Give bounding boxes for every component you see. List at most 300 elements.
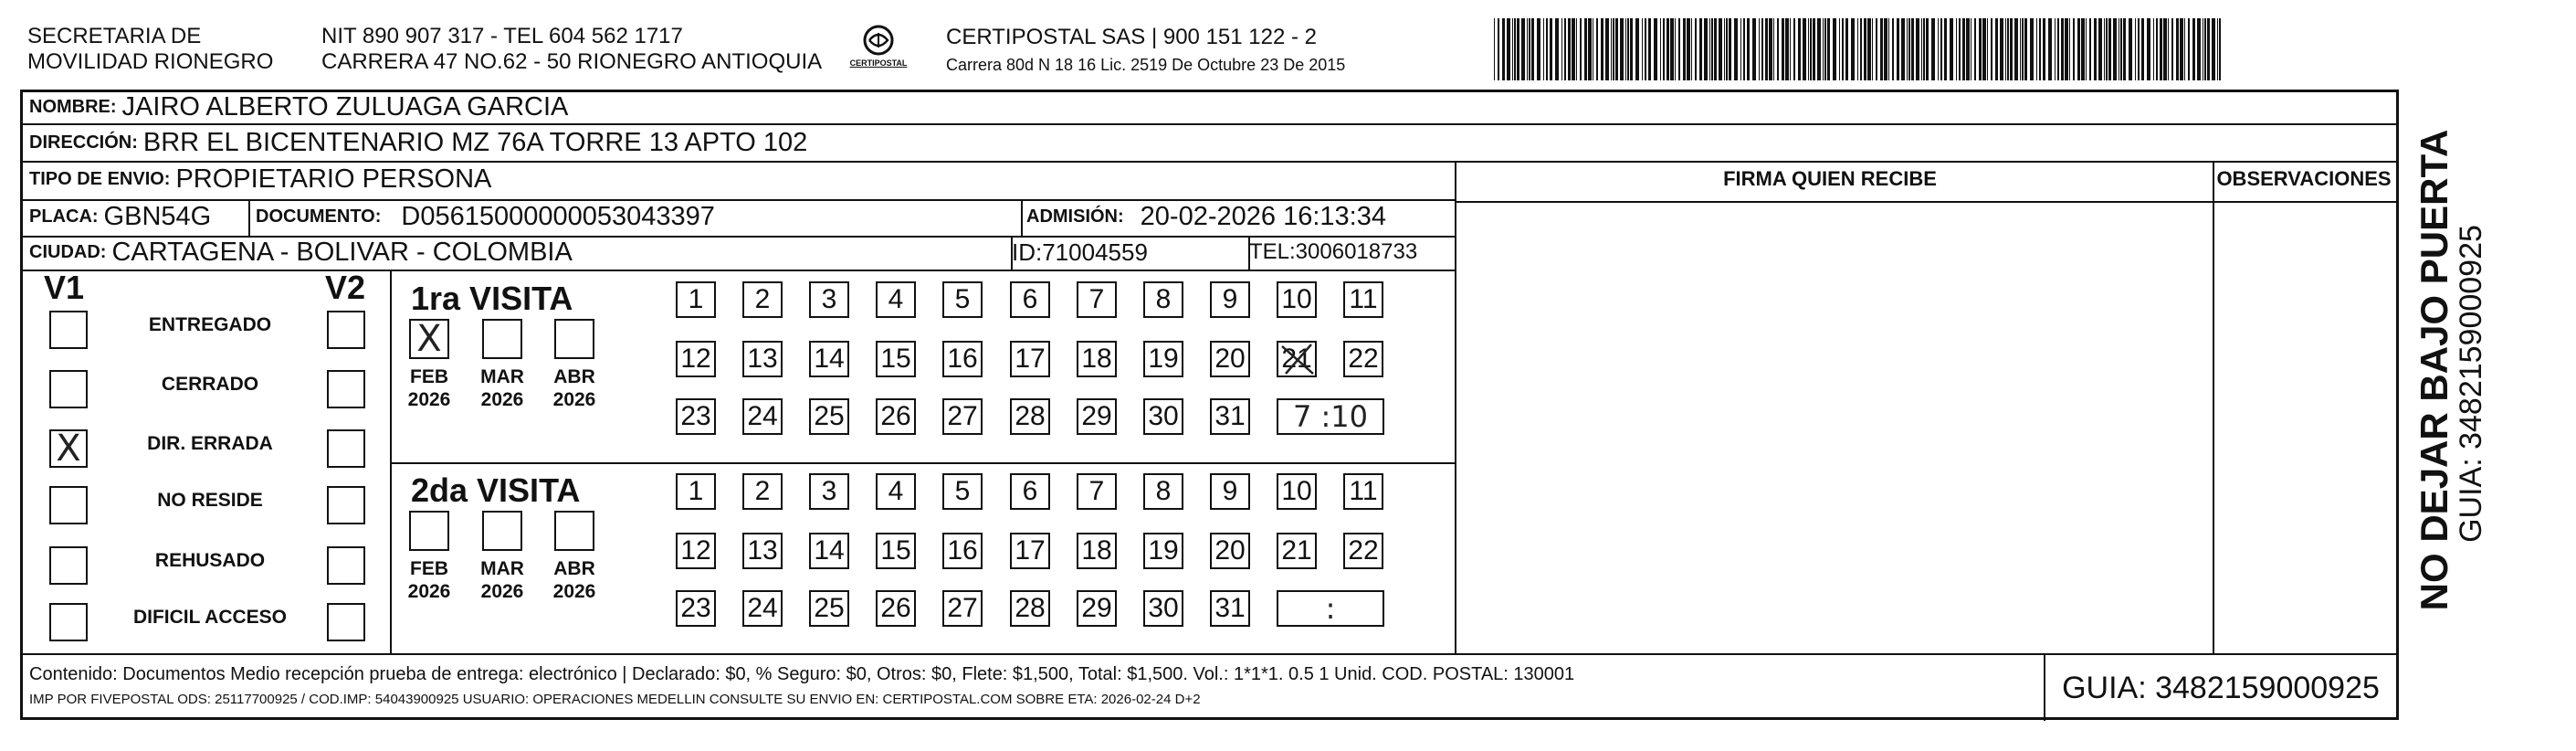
barcode-bar: [1747, 18, 1750, 80]
status-label: CERRADO: [161, 374, 259, 395]
barcode-bar: [1601, 18, 1603, 80]
month-name: FEB: [410, 558, 448, 579]
month-checkbox[interactable]: X: [409, 319, 449, 359]
barcode-bar: [1675, 18, 1676, 80]
day-box[interactable]: 9: [1210, 281, 1250, 318]
barcode-bar: [2010, 18, 2013, 80]
barcode-bar: [2197, 18, 2201, 80]
barcode-bar: [2077, 18, 2080, 80]
day-box[interactable]: 11: [1343, 281, 1383, 318]
barcode-bar: [1683, 18, 1686, 80]
v1-checkbox[interactable]: X: [49, 429, 88, 468]
barcode-bar: [1860, 18, 1862, 80]
day-box[interactable]: 31: [1210, 590, 1250, 627]
footer-contents: Contenido: Documentos Medio recepción prueba de entrega: electrónico | Declarado: $0, % Seguro: $0, Otros: $0, Flete: $1,500, Total: $1,500. Vol.: 1*1*1. 0.5 1 Unid. COD. POSTAL: 130001: [29, 664, 1575, 684]
day-box[interactable]: 24: [742, 398, 783, 435]
day-box[interactable]: 12: [676, 341, 716, 377]
day-box[interactable]: 14: [809, 341, 849, 377]
day-box[interactable]: 23: [676, 398, 716, 435]
day-box[interactable]: 28: [1010, 590, 1050, 627]
barcode-bar: [1611, 18, 1612, 80]
v2-checkbox[interactable]: [327, 370, 365, 408]
barcode-bar: [2022, 18, 2024, 80]
day-box[interactable]: 6: [1010, 473, 1050, 510]
day-box[interactable]: 23: [676, 590, 716, 627]
side-guia-text: GUIA: 3482159000925: [2454, 225, 2488, 543]
barcode-bar: [1512, 18, 1513, 80]
day-box[interactable]: 18: [1077, 341, 1117, 377]
barcode-bar: [2123, 18, 2126, 80]
certipostal-logo: [833, 24, 924, 75]
barcode-bar: [2176, 18, 2179, 80]
barcode-bar: [1845, 18, 1848, 80]
barcode-bar: [1803, 18, 1806, 80]
id-field: ID:71004559: [1012, 238, 1148, 266]
barcode-bar: [2104, 18, 2105, 80]
barcode-bar: [1950, 18, 1953, 80]
barcode-bar: [1564, 18, 1566, 80]
barcode-bar: [1635, 18, 1639, 80]
barcode-bar: [2188, 18, 2190, 80]
day-box[interactable]: 1: [676, 473, 716, 510]
day-cross-mark: [1277, 341, 1317, 377]
barcode-bar: [1613, 18, 1614, 80]
barcode-bar: [2081, 18, 2085, 80]
barcode-bar: [1959, 18, 1961, 80]
barcode-bar: [1897, 18, 1899, 80]
barcode-bar: [2192, 18, 2195, 80]
barcode-bar: [1790, 18, 1791, 80]
sender-line-1: SECRETARIA DE: [27, 24, 202, 48]
barcode-bar: [1842, 18, 1844, 80]
day-box[interactable]: 4: [876, 473, 916, 510]
barcode-bar: [1810, 18, 1812, 80]
barcode-bar: [1813, 18, 1815, 80]
barcode-bar: [1555, 18, 1559, 80]
day-box[interactable]: 1: [676, 281, 716, 318]
side-warning: [2414, 110, 2487, 630]
day-box[interactable]: 31: [1210, 398, 1250, 435]
month-name: ABR: [553, 366, 595, 387]
month-checkbox[interactable]: [409, 511, 449, 551]
barcode-bar: [1938, 18, 1939, 80]
barcode-bar: [1991, 18, 1992, 80]
day-box[interactable]: 26: [876, 398, 916, 435]
barcode-bar: [2007, 18, 2009, 80]
barcode-bar: [1785, 18, 1789, 80]
v2-checkbox[interactable]: [327, 603, 365, 641]
status-label: DIFICIL ACCESO: [132, 607, 287, 628]
day-box[interactable]: 21: [1277, 533, 1317, 569]
day-box[interactable]: 11: [1343, 473, 1383, 510]
barcode-bar: [2024, 18, 2027, 80]
day-box[interactable]: 18: [1077, 533, 1117, 569]
barcode-bar: [1923, 18, 1925, 80]
barcode-bar: [2163, 18, 2167, 80]
day-box[interactable]: 7: [1077, 281, 1117, 318]
visita2-title: 2da VISITA: [411, 471, 581, 509]
sender-line-2: MOVILIDAD RIONEGRO: [27, 49, 274, 74]
barcode-bar: [2055, 18, 2056, 80]
barcode-bar: [1695, 18, 1697, 80]
day-box[interactable]: 22: [1343, 341, 1383, 377]
day-box[interactable]: 27: [942, 590, 983, 627]
barcode-bar: [1962, 18, 1965, 80]
barcode-bar: [1734, 18, 1738, 80]
barcode-bar: [2057, 18, 2059, 80]
day-box[interactable]: 12: [676, 533, 716, 569]
barcode-bar: [1678, 18, 1680, 80]
barcode-bar: [1944, 18, 1947, 80]
barcode-bar: [1867, 18, 1871, 80]
barcode-bar: [2168, 18, 2169, 80]
nombre-value: JAIRO ALBERTO ZULUAGA GARCIA: [121, 91, 569, 122]
day-box[interactable]: 9: [1210, 473, 1250, 510]
day-box[interactable]: 28: [1010, 398, 1050, 435]
barcode-bar: [1580, 18, 1582, 80]
day-box[interactable]: 16: [942, 533, 983, 569]
day-box[interactable]: 30: [1143, 590, 1183, 627]
month-checkbox[interactable]: [554, 319, 594, 359]
day-box[interactable]: 27: [942, 398, 983, 435]
barcode-bar: [1645, 18, 1646, 80]
barcode-bar: [2217, 18, 2218, 80]
barcode-bar: [1502, 18, 1505, 80]
day-box[interactable]: 21: [1277, 341, 1317, 377]
barcode-bar: [1642, 18, 1643, 80]
barcode-bar: [2048, 18, 2052, 80]
barcode-bar: [1793, 18, 1795, 80]
barcode-bar: [1995, 18, 1998, 80]
sender-name: [27, 24, 273, 75]
barcode-bar: [1901, 18, 1905, 80]
barcode-bar: [1765, 18, 1768, 80]
barcode-bar: [1823, 18, 1824, 80]
month-checkbox[interactable]: [482, 319, 522, 359]
barcode-bar: [2005, 18, 2006, 80]
v2-checkbox[interactable]: [327, 546, 365, 585]
month-checkbox[interactable]: [482, 511, 522, 551]
month-name: MAR: [480, 558, 524, 579]
month-name: MAR: [480, 366, 524, 387]
barcode-bar: [2020, 18, 2021, 80]
day-box[interactable]: 30: [1143, 398, 1183, 435]
barcode-bar: [1709, 18, 1710, 80]
barcode-bar: [2098, 18, 2102, 80]
barcode-bar: [2089, 18, 2091, 80]
barcode-bar: [1872, 18, 1873, 80]
barcode-bar: [1857, 18, 1858, 80]
barcode-bar: [2113, 18, 2117, 80]
ciudad-row: [29, 236, 573, 269]
day-box[interactable]: 25: [809, 590, 849, 627]
v1-checkbox[interactable]: [49, 546, 88, 585]
status-label: NO RESIDE: [157, 490, 263, 511]
ciudad-value: CARTAGENA - BOLIVAR - COLOMBIA: [111, 237, 573, 267]
day-box[interactable]: 20: [1210, 341, 1250, 377]
month-year: 2026: [407, 389, 451, 410]
barcode-bar: [1759, 18, 1760, 80]
barcode-bar: [2030, 18, 2034, 80]
barcode-bar: [1921, 18, 1922, 80]
barcode-bar: [2184, 18, 2185, 80]
barcode-bar: [2000, 18, 2003, 80]
footer-guia: GUIA: 3482159000925: [2062, 671, 2380, 705]
day-box[interactable]: 13: [742, 533, 783, 569]
courier-info: [946, 24, 1345, 79]
day-box[interactable]: 5: [942, 473, 983, 510]
barcode-bar: [1498, 18, 1499, 80]
month-year: 2026: [480, 581, 524, 602]
barcode-bar: [2171, 18, 2173, 80]
tipo-label: TIPO DE ENVIO:: [29, 168, 171, 189]
admision-field: [1026, 199, 1386, 234]
barcode-bar: [2204, 18, 2206, 80]
day-box[interactable]: 4: [876, 281, 916, 318]
nombre-label: NOMBRE:: [29, 96, 117, 117]
barcode-bar: [2043, 18, 2045, 80]
visit-time-field[interactable]: :: [1277, 590, 1384, 627]
day-box[interactable]: 20: [1210, 533, 1250, 569]
address-line: CARRERA 47 NO.62 - 50 RIONEGRO ANTIOQUIA: [321, 49, 823, 74]
barcode-bar: [1648, 18, 1651, 80]
barcode-bar: [1817, 18, 1821, 80]
admision-value: 20-02-2026 16:13:34: [1140, 201, 1386, 231]
barcode-bar: [2039, 18, 2041, 80]
day-box[interactable]: 15: [876, 533, 916, 569]
admision-label: ADMISIÓN:: [1026, 206, 1124, 227]
day-box[interactable]: 17: [1010, 533, 1050, 569]
day-box[interactable]: 10: [1277, 281, 1317, 318]
barcode-bar: [1704, 18, 1708, 80]
direccion-label: DIRECCIÓN:: [29, 132, 138, 153]
day-box[interactable]: 29: [1077, 398, 1117, 435]
day-box[interactable]: 8: [1143, 473, 1183, 510]
barcode-bar: [1691, 18, 1692, 80]
barcode-bar: [1561, 18, 1562, 80]
barcode-bar: [1699, 18, 1702, 80]
nombre-row: [29, 91, 568, 122]
barcode-bar: [1926, 18, 1929, 80]
day-box[interactable]: 14: [809, 533, 849, 569]
status-label: DIR. ERRADA: [147, 433, 273, 454]
barcode-bar: [1615, 18, 1618, 80]
barcode-bar: [1740, 18, 1741, 80]
direccion-value: BRR EL BICENTENARIO MZ 76A TORRE 13 APTO 102: [142, 127, 808, 157]
barcode-bar: [1761, 18, 1763, 80]
v1-checkbox[interactable]: [49, 311, 88, 349]
barcode-bar: [1956, 18, 1957, 80]
barcode-bar: [2120, 18, 2122, 80]
barcode-bar: [1687, 18, 1690, 80]
day-box[interactable]: 3: [809, 473, 849, 510]
barcode-bar: [1572, 18, 1575, 80]
day-box[interactable]: 19: [1143, 533, 1183, 569]
v2-checkbox[interactable]: [327, 486, 365, 524]
barcode-bar: [1719, 18, 1722, 80]
barcode-bar: [1743, 18, 1745, 80]
barcode-bar: [1880, 18, 1883, 80]
v2-checkbox[interactable]: [327, 429, 365, 468]
placa-row: [29, 199, 211, 234]
month-year: 2026: [407, 581, 451, 602]
barcode-bar: [1892, 18, 1894, 80]
barcode-bar: [1667, 18, 1669, 80]
day-box[interactable]: 6: [1010, 281, 1050, 318]
nit-line: NIT 890 907 317 - TEL 604 562 1717: [321, 24, 683, 48]
observaciones-header: OBSERVACIONES: [2216, 167, 2392, 190]
visita1-title: 1ra VISITA: [411, 280, 573, 317]
tel-field: TEL:3006018733: [1249, 239, 1418, 264]
documento-field: [256, 199, 715, 234]
barcode-bar: [2106, 18, 2108, 80]
barcode-bar: [1974, 18, 1976, 80]
day-box[interactable]: 7: [1077, 473, 1117, 510]
barcode-bar: [1864, 18, 1866, 80]
v2-checkbox[interactable]: [327, 311, 365, 349]
documento-label: DOCUMENTO:: [256, 206, 382, 227]
barcode-bar: [1527, 18, 1528, 80]
barcode-bar: [1824, 18, 1826, 80]
barcode-bar: [2141, 18, 2144, 80]
barcode-bar: [2108, 18, 2111, 80]
v1-checkbox[interactable]: [49, 603, 88, 641]
day-box[interactable]: 8: [1143, 281, 1183, 318]
barcode-bar: [1630, 18, 1633, 80]
barcode-bar: [1888, 18, 1889, 80]
barcode-bar: [1550, 18, 1552, 80]
barcode-bar: [1660, 18, 1661, 80]
visit-time-field[interactable]: 7 :10: [1277, 398, 1384, 435]
barcode-bar: [1714, 18, 1717, 80]
barcode-bar: [2138, 18, 2140, 80]
barcode-bar: [1546, 18, 1548, 80]
barcode-bar: [2086, 18, 2087, 80]
barcode-bar: [1773, 18, 1774, 80]
barcode-bar: [1982, 18, 1986, 80]
barcode-bar: [2014, 18, 2018, 80]
barcode-bar: [1670, 18, 1674, 80]
placa-value: GBN54G: [103, 201, 212, 231]
barcode-bar: [2065, 18, 2068, 80]
barcode-bar: [1543, 18, 1544, 80]
v1-label: V1: [44, 269, 85, 306]
barcode-bar: [1808, 18, 1809, 80]
barcode-bar: [1605, 18, 1609, 80]
barcode-bar: [2061, 18, 2064, 80]
v1-checkbox[interactable]: [49, 370, 88, 408]
barcode-bar: [1507, 18, 1510, 80]
barcode-bar: [1987, 18, 1988, 80]
day-box[interactable]: 10: [1277, 473, 1317, 510]
barcode-bar: [1907, 18, 1908, 80]
barcode-bar: [1827, 18, 1830, 80]
barcode-bar: [2147, 18, 2150, 80]
barcode-bar: [1724, 18, 1725, 80]
v2-label: V2: [325, 269, 366, 306]
status-label: ENTREGADO: [148, 314, 272, 335]
barcode-bar: [2135, 18, 2136, 80]
barcode-bar: [1908, 18, 1910, 80]
barcode-bar: [1966, 18, 1970, 80]
barcode-bar: [1596, 18, 1598, 80]
day-box[interactable]: 5: [942, 281, 983, 318]
courier-line: CERTIPOSTAL SAS | 900 151 122 - 2: [946, 25, 1317, 49]
day-box[interactable]: 24: [742, 590, 783, 627]
barcode-bar: [1521, 18, 1525, 80]
barcode-bar: [1916, 18, 1919, 80]
barcode-bar: [1884, 18, 1887, 80]
barcode-bar: [1782, 18, 1784, 80]
barcode-bar: [2207, 18, 2210, 80]
month-year: 2026: [480, 389, 524, 410]
barcode-bar: [2180, 18, 2183, 80]
day-box[interactable]: 2: [742, 281, 783, 318]
day-box[interactable]: 26: [876, 590, 916, 627]
barcode-bar: [1514, 18, 1516, 80]
day-box[interactable]: 29: [1077, 590, 1117, 627]
direccion-row: [29, 125, 807, 160]
barcode-bar: [2036, 18, 2037, 80]
day-box[interactable]: 3: [809, 281, 849, 318]
v1-checkbox[interactable]: [49, 486, 88, 524]
barcode-bar: [2156, 18, 2158, 80]
day-box[interactable]: 13: [742, 341, 783, 377]
barcode-bar: [1752, 18, 1756, 80]
day-box[interactable]: 22: [1343, 533, 1383, 569]
barcode-bar: [1979, 18, 1982, 80]
barcode-bar: [2212, 18, 2215, 80]
ciudad-label: CIUDAD:: [29, 241, 107, 262]
barcode-bar: [1711, 18, 1713, 80]
day-box[interactable]: 25: [809, 398, 849, 435]
barcode-bar: [1839, 18, 1840, 80]
month-checkbox[interactable]: [554, 511, 594, 551]
barcode-bar: [1531, 18, 1534, 80]
barcode-bar: [2160, 18, 2162, 80]
day-box[interactable]: 19: [1143, 341, 1183, 377]
placa-label: PLACA:: [29, 206, 99, 227]
barcode-bar: [1529, 18, 1530, 80]
day-box[interactable]: 15: [876, 341, 916, 377]
documento-value: D05615000000053043397: [401, 201, 715, 231]
day-box[interactable]: 16: [942, 341, 983, 377]
no-dejar-text: NO DEJAR BAJO PUERTA: [2413, 129, 2455, 611]
barcode-bar: [1588, 18, 1592, 80]
barcode-bar: [1584, 18, 1587, 80]
barcode-bar: [1494, 18, 1495, 80]
day-box[interactable]: 17: [1010, 341, 1050, 377]
barcode-bar: [1576, 18, 1577, 80]
barcode-bar: [1568, 18, 1571, 80]
day-box[interactable]: 2: [742, 473, 783, 510]
firma-header: FIRMA QUIEN RECIBE: [1723, 167, 1937, 190]
barcode-bar: [1726, 18, 1728, 80]
barcode-bar: [1517, 18, 1519, 80]
barcode-bar: [2153, 18, 2154, 80]
barcode-bar: [1798, 18, 1801, 80]
month-name: FEB: [410, 366, 448, 387]
month-year: 2026: [552, 389, 596, 410]
barcode-bar: [1876, 18, 1877, 80]
barcode-bar: [1940, 18, 1942, 80]
barcode-bar: [1851, 18, 1855, 80]
status-label: REHUSADO: [154, 550, 266, 571]
barcode: [1494, 18, 2224, 80]
sender-contact: [321, 24, 822, 75]
barcode-bar: [2129, 18, 2132, 80]
tipo-row: [29, 162, 491, 196]
